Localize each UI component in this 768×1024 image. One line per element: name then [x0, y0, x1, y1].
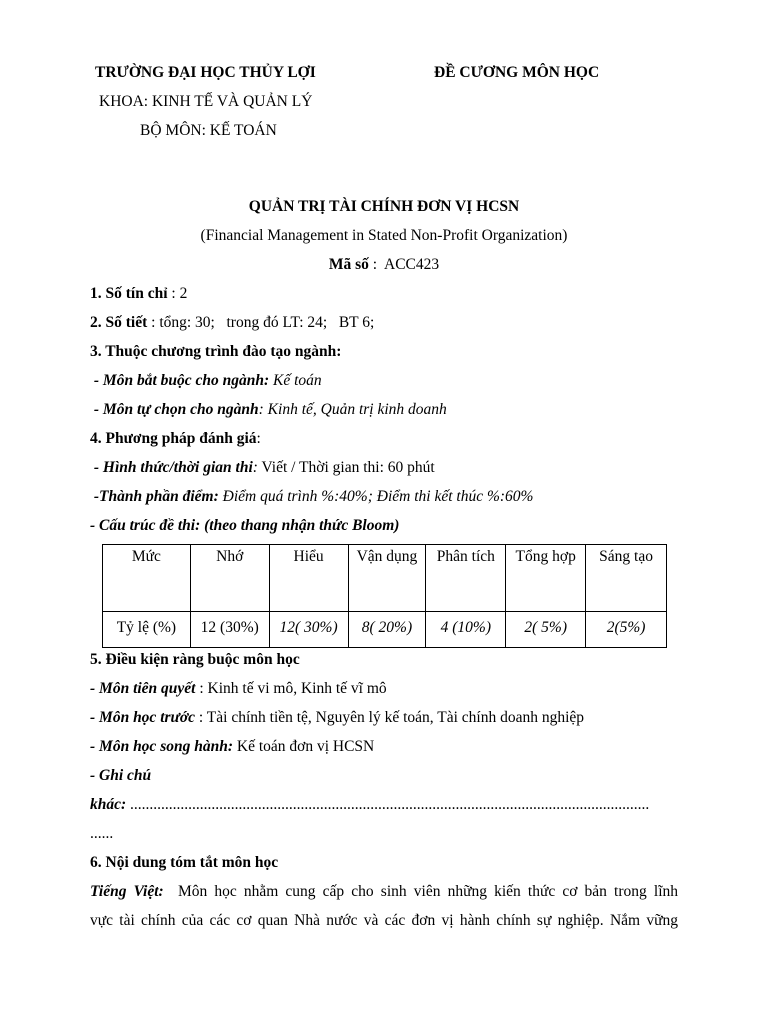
- bloom-header-cell: Tổng hợp: [506, 545, 586, 612]
- exam-format-label: - Hình thức/thời gian thi: [90, 459, 253, 476]
- assessment-heading-colon: :: [256, 430, 261, 447]
- other-notes-dots-continued: ......: [90, 825, 114, 842]
- elective-major-label: - Môn tự chọn cho ngành: [90, 401, 259, 418]
- prerequisite-line: [90, 679, 387, 699]
- credits-label: 1. Số tín chỉ: [90, 285, 168, 302]
- required-major-line: [90, 371, 322, 391]
- exam-structure-label: - Cấu trúc đề thi: (theo thang nhận thức Bloom): [90, 517, 400, 534]
- prerequisite-value: : Kinh tế vi mô, Kinh tế vĩ mô: [195, 680, 387, 697]
- course-title-vi: QUẢN TRỊ TÀI CHÍNH ĐƠN VỊ HCSN: [248, 198, 520, 215]
- grade-components-line: [90, 487, 533, 507]
- prior-course-label: - Môn học trước: [90, 709, 196, 726]
- bloom-value-cell: 12 (30%): [190, 612, 269, 648]
- summary-language-label: Tiếng Việt:: [90, 883, 164, 900]
- other-notes-dots: ......................................................................................................................................: [126, 796, 650, 813]
- section-credits: [90, 284, 187, 304]
- bloom-table: [102, 544, 667, 648]
- department-name: BỘ MÔN: KẾ TOÁN: [140, 122, 277, 139]
- grade-components-label: -Thành phần điểm:: [90, 488, 219, 505]
- faculty-name: KHOA: KINH TẾ VÀ QUẢN LÝ: [99, 93, 313, 110]
- prior-course-line: [90, 708, 584, 728]
- bloom-value-cell: 8( 20%): [348, 612, 426, 648]
- course-title-en: (Financial Management in Stated Non-Profit Organization): [200, 227, 568, 244]
- exam-format-colon: :: [252, 459, 258, 476]
- exam-format-value: Viết / Thời gian thi: 60 phút: [257, 459, 435, 476]
- summary-text-line-1: [90, 882, 678, 902]
- parallel-course-value: Kế toán đơn vị HCSN: [233, 738, 375, 755]
- document-type-title: ĐỀ CƯƠNG MÔN HỌC: [434, 64, 600, 81]
- bloom-header-row: [103, 545, 667, 612]
- required-major-value: Kế toán: [269, 372, 322, 389]
- bloom-value-cell: Tỷ lệ (%): [103, 612, 191, 648]
- section-periods: [90, 313, 374, 333]
- bloom-value-cell: 2( 5%): [506, 612, 586, 648]
- periods-label: 2. Số tiết: [90, 314, 148, 331]
- elective-major-line: [90, 400, 447, 420]
- credits-value: : 2: [167, 285, 188, 302]
- bloom-header-cell: Phân tích: [426, 545, 506, 612]
- bloom-header-cell: Hiểu: [269, 545, 348, 612]
- bloom-value-cell: 4 (10%): [426, 612, 506, 648]
- bloom-header-cell: Vận dụng: [348, 545, 426, 612]
- section-assessment-heading: [90, 429, 261, 449]
- parallel-course-label: - Môn học song hành:: [90, 738, 233, 755]
- periods-value: : tổng: 30; trong đó LT: 24; BT 6;: [147, 314, 375, 331]
- other-notes-label: - Ghi chú: [90, 767, 152, 784]
- assessment-heading: 4. Phương pháp đánh giá: [90, 430, 257, 447]
- course-code: ACC423: [384, 256, 440, 273]
- section-program-heading: 3. Thuộc chương trình đào tạo ngành:: [90, 343, 342, 360]
- course-code-separator: :: [368, 256, 384, 273]
- other-notes-label-2: khác:: [90, 796, 127, 813]
- university-name: TRƯỜNG ĐẠI HỌC THỦY LỢI: [95, 64, 316, 81]
- bloom-header-cell: Sáng tạo: [586, 545, 667, 612]
- section-constraints-heading: 5. Điều kiện ràng buộc môn học: [90, 651, 300, 668]
- bloom-header-cell: Mức: [103, 545, 191, 612]
- summary-text-1: Môn học nhằm cung cấp cho sinh viên những kiến thức cơ bản trong lĩnh: [163, 883, 678, 900]
- bloom-value-cell: 2(5%): [586, 612, 667, 648]
- required-major-label: - Môn bắt buộc cho ngành:: [90, 372, 270, 389]
- bloom-header-cell: Nhớ: [190, 545, 269, 612]
- summary-text-line-2: [90, 911, 678, 931]
- other-notes-line: [90, 795, 678, 815]
- course-code-line: [0, 256, 768, 274]
- prerequisite-label: - Môn tiên quyết: [90, 680, 196, 697]
- bloom-value-cell: 12( 30%): [269, 612, 348, 648]
- bloom-value-row: [103, 612, 667, 648]
- summary-text-2: vực tài chính của các cơ quan Nhà nước và các đơn vị hành chính sự nghiệp. Nắm vững: [90, 912, 678, 929]
- grade-components-value: Điểm quá trình %:40%; Điểm thi kết thúc %:60%: [218, 488, 534, 505]
- exam-format-line: [90, 458, 435, 478]
- course-code-label: Mã số: [328, 256, 369, 273]
- prior-course-value: : Tài chính tiền tệ, Nguyên lý kế toán, Tài chính doanh nghiệp: [195, 709, 585, 726]
- elective-major-value: : Kinh tế, Quản trị kinh doanh: [258, 401, 447, 418]
- section-summary-heading: 6. Nội dung tóm tắt môn học: [90, 854, 279, 871]
- parallel-course-line: [90, 737, 374, 757]
